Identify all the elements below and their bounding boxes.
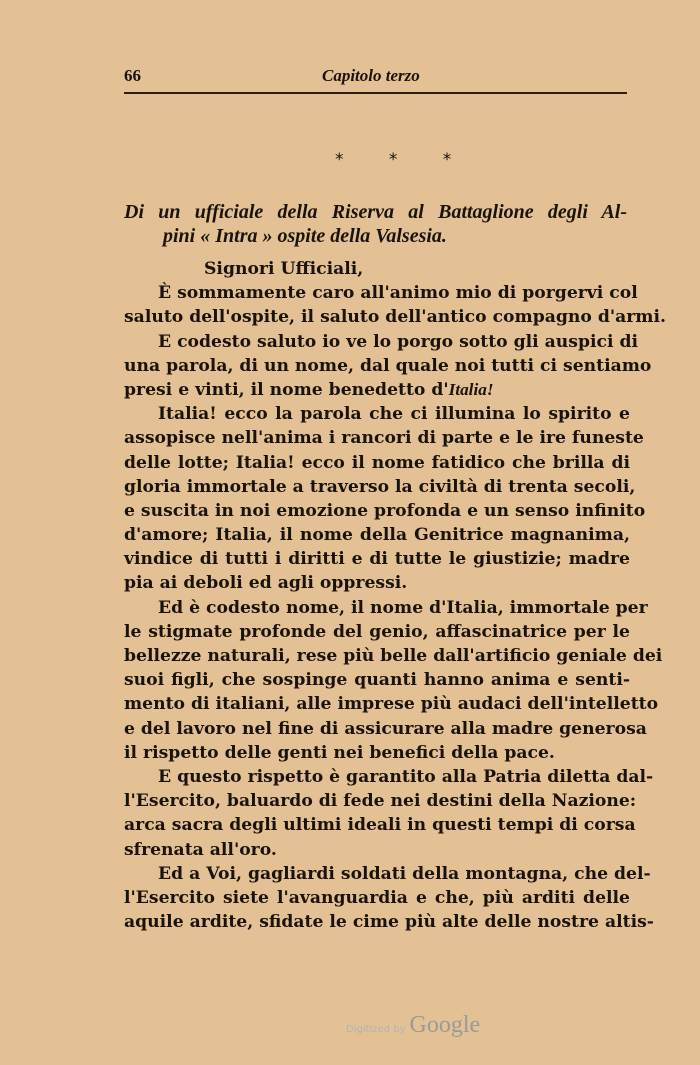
text-line: vindice di tutti i diritti e di tutte le giustizie; madre	[124, 549, 630, 570]
text-segment: presi e vinti, il nome benedetto d'	[124, 379, 449, 400]
text-line: una parola, di un nome, dal quale noi tutti ci sentiamo	[124, 355, 652, 376]
text-line: Signori Ufficiali,	[204, 259, 364, 279]
text-line: il rispetto delle genti nei benefici della pace.	[124, 742, 555, 763]
text-line: aquile ardite, sfidate le cime più alte delle nostre altis-	[124, 912, 654, 933]
text-line: Ed a Voi, gagliardi soldati della montagna, che del-	[158, 863, 651, 884]
text-line: suoi figli, che sospinge quanti hanno anima e senti-	[124, 670, 630, 691]
page-number: 66	[124, 66, 141, 85]
text-line: È sommamente caro all'animo mio di porgervi col	[158, 283, 638, 304]
section-separator: * * *	[335, 150, 472, 170]
text-line	[124, 378, 630, 402]
text-line: Italia! ecco la parola che ci illumina lo spirito e	[158, 404, 630, 425]
digitized-watermark	[346, 1012, 480, 1039]
text-line: arca sacra degli ultimi ideali in questi tempi di corsa	[124, 815, 636, 836]
text-line: bellezze naturali, rese più belle dall'artificio geniale dei	[124, 646, 663, 666]
text-line: l'Esercito siete l'avanguardia e che, più arditi delle	[124, 887, 630, 908]
text-line: e suscita in noi emozione profonda e un senso infinito	[124, 500, 646, 521]
watermark-prefix: Digitized by	[346, 1024, 406, 1035]
text-line: E questo rispetto è garantito alla Patria diletta dal-	[158, 766, 654, 787]
heading-line-1: Di un ufficiale della Riserva al Battaglione degli Al-	[124, 201, 627, 223]
section-heading	[124, 200, 627, 248]
text-line: d'amore; Italia, il nome della Genitrice magnanima,	[124, 525, 630, 546]
text-line: mento di italiani, alle imprese più audaci dell'intelletto	[124, 694, 659, 715]
text-line: delle lotte; Italia! ecco il nome fatidico che brilla di	[124, 452, 630, 473]
text-line: gloria immortale a traverso la civiltà di trenta secoli,	[124, 476, 636, 497]
chapter-title: Capitolo terzo	[322, 66, 420, 85]
body-text	[124, 257, 666, 934]
header-rule	[124, 92, 627, 94]
text-line: le stigmate profonde del genio, affascinatrice per le	[124, 621, 630, 642]
running-header	[124, 66, 627, 90]
text-line: l'Esercito, baluardo di fede nei destini della Nazione:	[124, 791, 637, 812]
text-line: sfrenata all'oro.	[124, 839, 277, 860]
heading-line-2: pini « Intra » ospite della Valsesia.	[163, 225, 447, 247]
text-line: e del lavoro nel fine di assicurare alla madre generosa	[124, 718, 647, 739]
text-line: E codesto saluto io ve lo porgo sotto gli auspici di	[158, 331, 639, 352]
text-line: saluto dell'ospite, il saluto dell'antico compagno d'armi.	[124, 307, 666, 328]
text-line: Ed è codesto nome, il nome d'Italia, immortale per	[158, 597, 648, 618]
text-line: assopisce nell'anima i rancori di parte e le ire funeste	[124, 428, 644, 449]
italia-emphasis: Italia!	[448, 379, 494, 399]
text-line: pia ai deboli ed agli oppressi.	[124, 573, 408, 594]
google-logo: Google	[409, 1012, 481, 1038]
